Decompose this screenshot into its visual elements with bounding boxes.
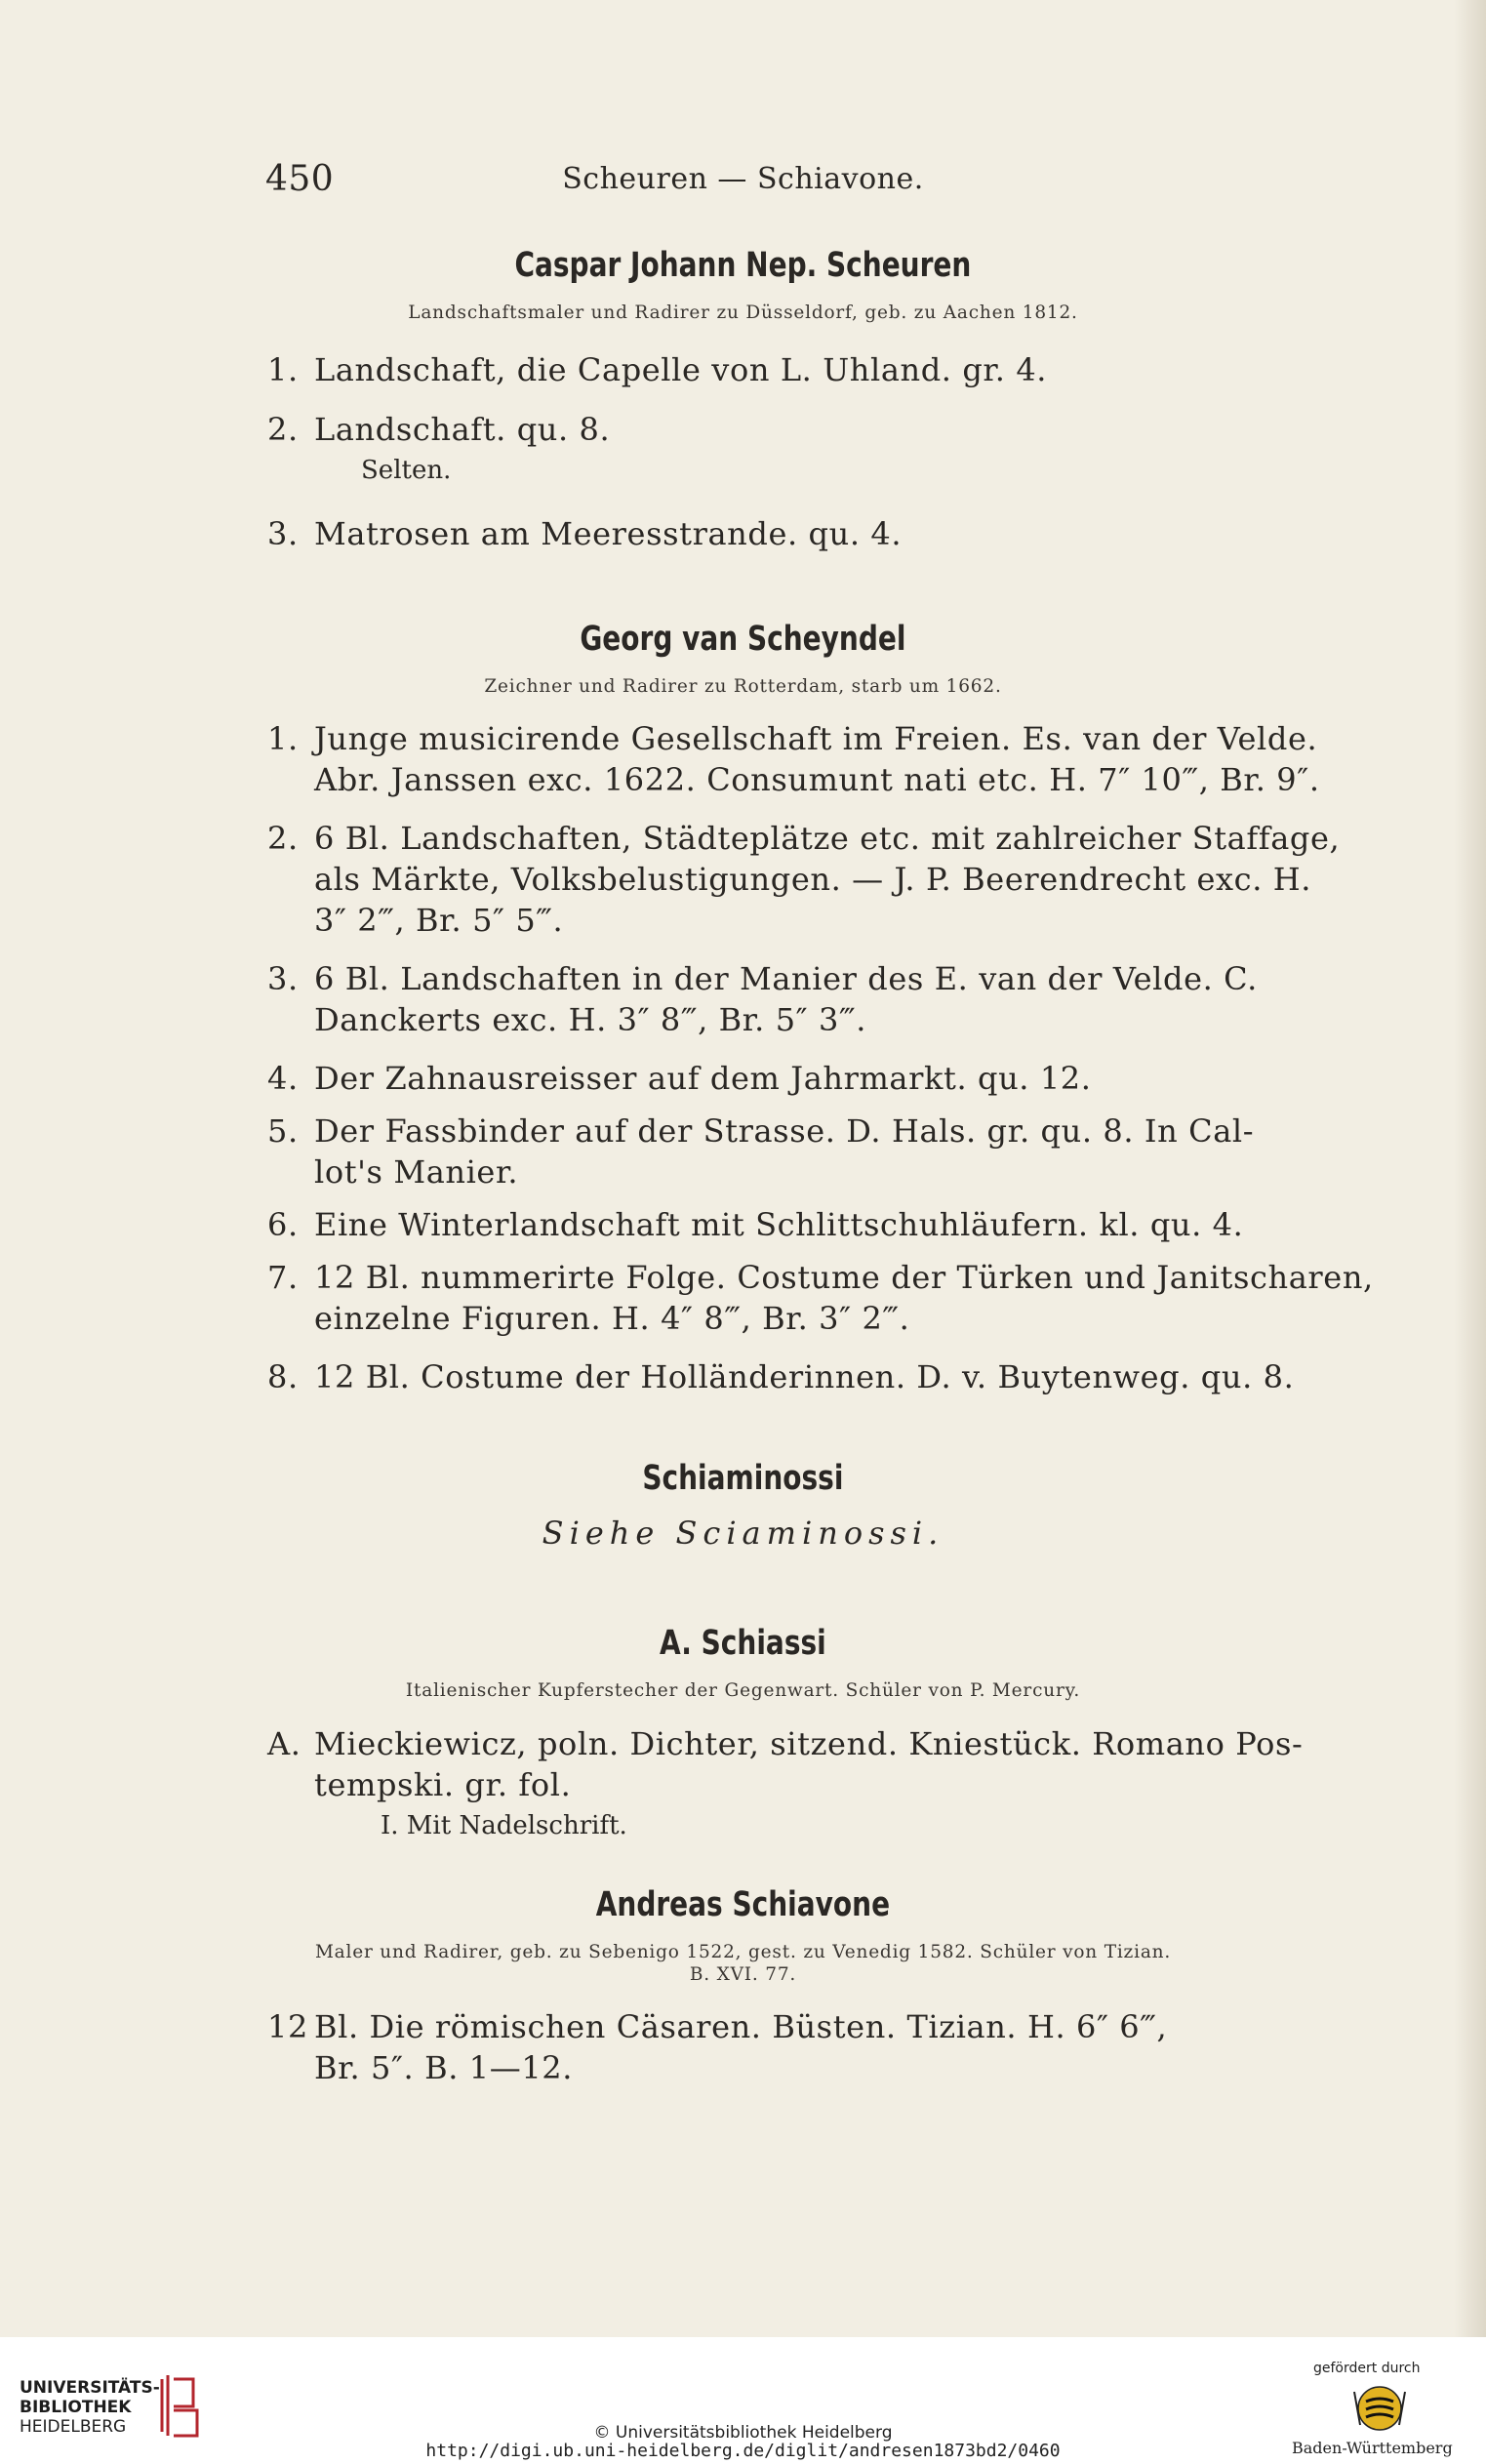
entry-text: lot's Manier.	[314, 1153, 519, 1191]
artist-bio-reference: B. XVI. 77.	[689, 1964, 797, 1985]
entry-number: 3.	[267, 515, 299, 552]
entry-number: 8.	[267, 1358, 299, 1395]
artist-heading-schiaminossi: Schiaminossi	[642, 1459, 844, 1498]
entry-text: Danckerts exc. H. 3″ 8‴, Br. 5″ 3‴.	[314, 1001, 866, 1038]
artist-bio-scheyndel: Zeichner und Radirer zu Rotterdam, starb um 1662.	[484, 676, 1002, 697]
sponsor-name: Baden-Württemberg	[1292, 2439, 1453, 2457]
entry-number: 5.	[267, 1112, 299, 1150]
entry-number: 4.	[267, 1060, 299, 1097]
entry-text: 6 Bl. Landschaften, Städteplätze etc. mit zahlreicher Staffage,	[314, 820, 1341, 857]
entry-note: Selten.	[361, 456, 452, 485]
artist-bio-schiassi: Italienischer Kupferstecher der Gegenwart. Schüler von P. Mercury.	[405, 1680, 1081, 1701]
entry-number: 3.	[267, 960, 299, 997]
entry-number: 6.	[267, 1206, 299, 1243]
logo-line-3: HEIDELBERG	[20, 2417, 127, 2437]
entry-text: Landschaft, die Capelle von L. Uhland. gr. 4.	[314, 351, 1048, 388]
source-url[interactable]: http://digi.ub.uni-heidelberg.de/diglit/andresen1873bd2/0460	[425, 2441, 1061, 2461]
entry-text: Der Fassbinder auf der Strasse. D. Hals. gr. qu. 8. In Cal-	[314, 1112, 1255, 1150]
logo-line-1: UNIVERSITÄTS-	[20, 2378, 160, 2398]
artist-bio-schiavone: Maler und Radirer, geb. zu Sebenigo 1522, gest. zu Venedig 1582. Schüler von Tizian.	[314, 1942, 1172, 1962]
see-also-reference: Siehe Sciaminossi.	[542, 1515, 944, 1552]
entry-text: Bl. Die römischen Cäsaren. Büsten. Tizian. H. 6″ 6‴,	[314, 2008, 1168, 2045]
entry-text: Junge musicirende Gesellschaft im Freien. Es. van der Velde.	[314, 720, 1318, 757]
digitization-footer	[0, 2337, 1486, 2464]
entry-number: 1.	[267, 351, 299, 388]
entry-number: 12	[267, 2008, 308, 2045]
entry-text: Matrosen am Meeresstrande. qu. 4.	[314, 515, 903, 552]
entry-text: 12 Bl. nummerirte Folge. Costume der Türken und Janitscharen,	[314, 1259, 1374, 1296]
page-edge-shadow	[1454, 0, 1486, 2337]
entry-text: Der Zahnausreisser auf dem Jahrmarkt. qu. 12.	[314, 1060, 1092, 1097]
coat-of-arms-icon	[1350, 2382, 1409, 2433]
entry-text: Eine Winterlandschaft mit Schlittschuhläufern. kl. qu. 4.	[314, 1206, 1244, 1243]
artist-bio-scheuren: Landschaftsmaler und Radirer zu Düsseldorf, geb. zu Aachen 1812.	[408, 303, 1078, 323]
artist-heading-schiavone: Andreas Schiavone	[595, 1885, 891, 1924]
entry-text: 3″ 2‴, Br. 5″ 5‴.	[314, 902, 564, 939]
entry-number: 7.	[267, 1259, 299, 1296]
sponsor-label: gefördert durch	[1313, 2361, 1421, 2376]
entry-text: Mieckiewicz, poln. Dichter, sitzend. Kniestück. Romano Pos-	[314, 1725, 1304, 1762]
entry-text: als Märkte, Volksbelustigungen. — J. P. Beerendrecht exc. H.	[314, 861, 1312, 898]
entry-text: Landschaft. qu. 8.	[314, 411, 611, 448]
artist-heading-scheuren: Caspar Johann Nep. Scheuren	[514, 246, 972, 285]
entry-number: 1.	[267, 720, 299, 757]
artist-heading-schiassi: A. Schiassi	[660, 1624, 826, 1663]
page-number: 450	[265, 159, 335, 199]
entry-text: einzelne Figuren. H. 4″ 8‴, Br. 3″ 2‴.	[314, 1300, 910, 1337]
copyright-notice: © Universitätsbibliothek Heidelberg	[593, 2423, 893, 2443]
entry-text: 12 Bl. Costume der Holländerinnen. D. v. Buytenweg. qu. 8.	[314, 1358, 1295, 1395]
entry-text: tempski. gr. fol.	[314, 1766, 572, 1803]
entry-number: 2.	[267, 411, 299, 448]
entry-number: A.	[267, 1725, 301, 1762]
running-title: Scheuren — Schiavone.	[562, 162, 924, 196]
entry-number: 2.	[267, 820, 299, 857]
entry-text: Br. 5″. B. 1—12.	[314, 2049, 574, 2086]
artist-heading-scheyndel: Georg van Scheyndel	[580, 620, 906, 659]
entry-note: I. Mit Nadelschrift.	[381, 1811, 627, 1840]
logo-line-2: BIBLIOTHEK	[20, 2398, 132, 2417]
entry-text: Abr. Janssen exc. 1622. Consumunt nati etc. H. 7″ 10‴, Br. 9″.	[314, 761, 1320, 798]
entry-text: 6 Bl. Landschaften in der Manier des E. van der Velde. C.	[314, 960, 1258, 997]
